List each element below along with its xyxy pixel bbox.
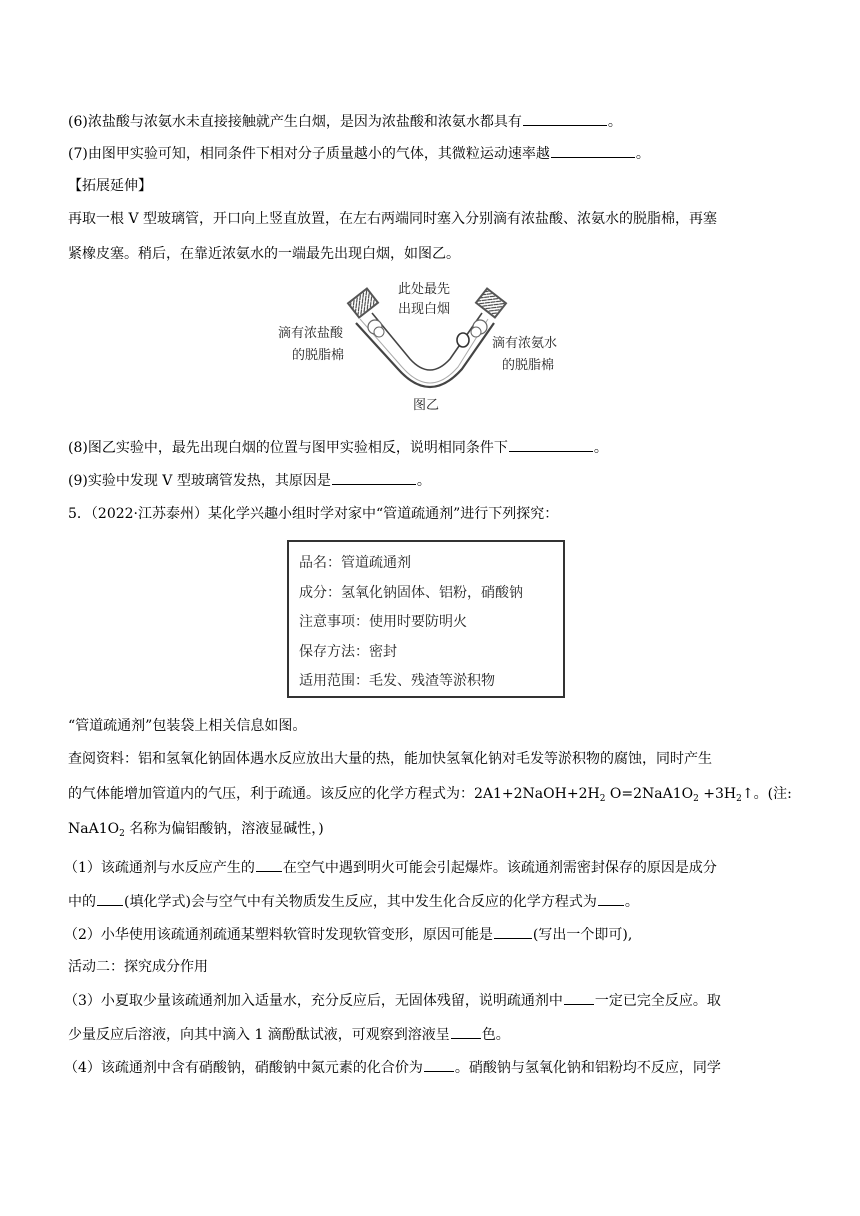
question-9: (9)实验中发现 V 型玻璃管发热，其原因是 。 bbox=[68, 470, 798, 491]
right-rubber-stopper bbox=[475, 287, 508, 319]
left-cotton bbox=[368, 320, 384, 337]
label-left-line-2: 的脱脂棉 bbox=[292, 348, 345, 363]
sub-question-1-line-1: （1）该疏通剂与水反应产生的 在空气中遇到明火可能会引起爆炸。该疏通剂需密封保存的原因是成分 bbox=[64, 857, 794, 878]
answer-blank bbox=[97, 891, 123, 906]
label-line-name: 品名：管道疏通剂 bbox=[299, 555, 411, 571]
figure-v-tube bbox=[270, 283, 590, 418]
answer-blank bbox=[509, 437, 593, 452]
extension-paragraph-line-1: 再取一根 V 型玻璃管，开口向上竖直放置，在左右两端同时塞入分别滴有浓盐酸、浓氨水的脱脂棉，再塞 bbox=[68, 211, 718, 227]
white-smoke-mark bbox=[457, 333, 469, 347]
reference-line-1: 查阅资料：铝和氢氧化钠固体遇水反应放出大量的热，能加快氢氧化钠对毛发等淤积物的腐蚀，同时产生 bbox=[68, 751, 712, 767]
answer-blank bbox=[332, 470, 416, 485]
product-label-box bbox=[287, 540, 565, 698]
reference-line-3: $NaA1O_2$ 名称为偏铝酸钠，溶液显碱性，) bbox=[68, 821, 324, 839]
label-left-line-1: 滴有浓盐酸 bbox=[278, 326, 344, 341]
label-line-storage: 保存方法：密封 bbox=[299, 643, 397, 660]
question-7: (7)由图甲实验可知，相同条件下相对分子质量越小的气体，其微粒运动速率越 。 bbox=[68, 143, 798, 164]
question-8: (8)图乙实验中，最先出现白烟的位置与图甲实验相反，说明相同条件下 。 bbox=[68, 437, 798, 458]
sub-question-3-line-2: 少量反应后溶液，向其中滴入 1 滴酚酞试液，可观察到溶液呈 色。 bbox=[68, 1024, 798, 1045]
label-right-line-2: 的脱脂棉 bbox=[502, 358, 555, 373]
extension-heading: 【拓展延伸】 bbox=[68, 178, 152, 194]
sub-question-3-line-1: （3）小夏取少量该疏通剂加入适量水，充分反应后，无固体残留，说明疏通剂中 一定已完全反应。取 bbox=[64, 990, 794, 1011]
right-cotton bbox=[471, 320, 487, 337]
reference-line-2: 的气体能增加管道内的气压，利于疏通。该反应的化学方程式为：$2A1+2NaOH+2H_2$ $O=2NaA1O_2$ $+3H_2↑$。(注: bbox=[68, 786, 792, 804]
answer-blank bbox=[256, 857, 282, 872]
label-smoke-line-1: 此处最先 bbox=[398, 282, 451, 297]
label-smoke-line-2: 出现白烟 bbox=[398, 302, 451, 317]
activity-2-heading: 活动二：探究成分作用 bbox=[68, 959, 208, 975]
answer-blank bbox=[424, 1057, 454, 1072]
label-line-scope: 适用范围：毛发、残渣等淤积物 bbox=[299, 673, 495, 689]
answer-blank bbox=[598, 891, 624, 906]
question-6: (6)浓盐酸与浓氨水未直接接触就产生白烟，是因为浓盐酸和浓氨水都具有 。 bbox=[68, 111, 798, 132]
sub-question-1-line-2: 中的 (填化学式)会与空气中有关物质发生反应，其中发生化合反应的化学方程式为 。 bbox=[68, 891, 798, 912]
question-5-intro: 5．（2022·江苏泰州）某化学兴趣小组时学对家中“管道疏通剂”进行下列探究： bbox=[68, 506, 559, 522]
answer-blank bbox=[523, 111, 607, 126]
left-rubber-stopper bbox=[347, 287, 380, 319]
sub-question-2: （2）小华使用该疏通剂疏通某塑料软管时发现软管变形，原因可能是 (写出一个即可), bbox=[64, 924, 794, 945]
figure-caption: 图乙 bbox=[413, 398, 440, 413]
answer-blank bbox=[451, 1024, 481, 1039]
label-info-sentence: “管道疏通剂”包装袋上相关信息如图。 bbox=[68, 718, 307, 734]
label-right-line-1: 滴有浓氨水 bbox=[492, 336, 558, 351]
answer-blank bbox=[564, 990, 594, 1005]
label-line-precautions: 注意事项：使用时要防明火 bbox=[299, 614, 467, 630]
answer-blank bbox=[494, 924, 532, 939]
sub-question-4: （4）该疏通剂中含有硝酸钠，硝酸钠中氮元素的化合价为 。硝酸钠与氢氧化钠和铝粉均不反应，同学 bbox=[64, 1057, 794, 1078]
answer-blank bbox=[551, 143, 635, 158]
label-line-ingredients: 成分：氢氧化钠固体、铝粉，硝酸钠 bbox=[299, 584, 523, 601]
extension-paragraph-line-2: 紧橡皮塞。稍后，在靠近浓氨水的一端最先出现白烟，如图乙。 bbox=[68, 246, 460, 262]
